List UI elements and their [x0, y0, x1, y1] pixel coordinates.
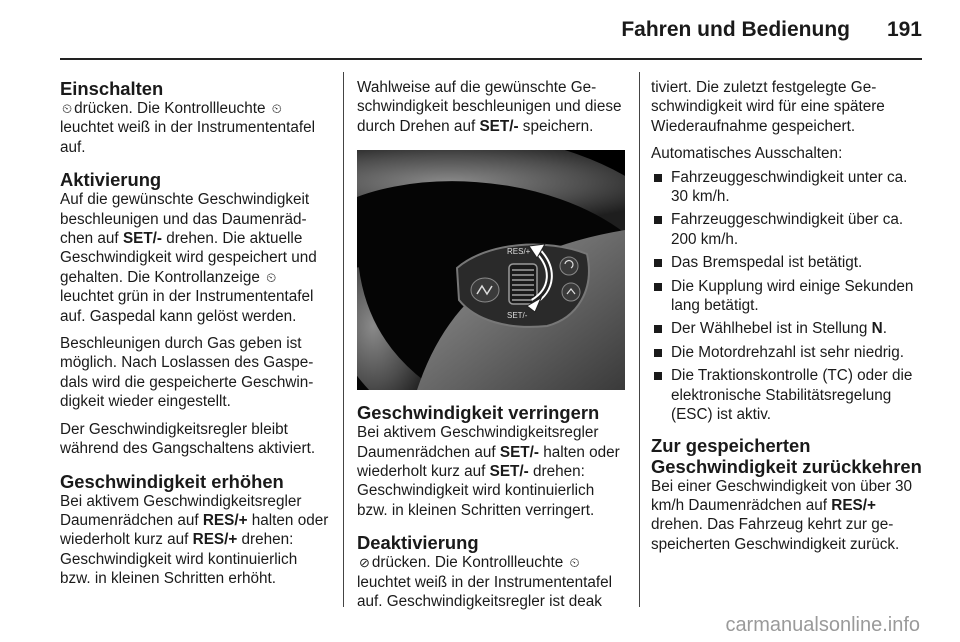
bullet-icon	[654, 325, 662, 333]
section-verringern	[357, 402, 625, 520]
header-rule	[60, 58, 922, 60]
section-zurueckkehren	[651, 435, 923, 555]
paragraph-erhoehen: Bei aktivem Geschwindigkeitsregler Daumenrädchen auf RES/+ halten oder wiederholt kurz auf RES/+ drehen: Geschwindigkeit wird kontinuierlich bzw. in kleinen Schritten erhöht.	[60, 492, 329, 588]
cruise-control-icon: ⏲	[266, 269, 277, 285]
paragraph-continued: tiviert. Die zuletzt festgelegte Geschwindigkeit wird für eine spätere Wiederaufnahme gespeichert.	[651, 79, 885, 135]
steering-wheel-illustration	[357, 150, 625, 390]
section-deaktivierung	[357, 532, 625, 611]
auto-off-list	[651, 168, 923, 425]
column-2	[357, 78, 625, 623]
column-3	[651, 78, 923, 566]
list-item: Die Traktionskontrolle (TC) oder die elektronische Stabilitätsregelung (ESC) ist aktiv.	[651, 366, 923, 424]
paragraph-aktivierung-2: Beschleunigen durch Gas geben ist möglich. Nach Loslassen des Gaspedals wird die gespeicherte Geschwindigkeit wieder eingestellt.	[60, 335, 314, 411]
column-1	[60, 78, 332, 601]
paragraph-aktivierung-3: Der Geschwindigkeitsregler bleibt während des Gangschaltens aktiviert.	[60, 420, 316, 458]
cruise-control-icon: ⏲	[62, 101, 73, 116]
label-set-minus: SET/-	[507, 311, 528, 321]
bullet-icon	[654, 174, 662, 182]
cruise-control-icon: ⏲	[271, 101, 282, 116]
paragraph-einschalten: ⏲ drücken. Die Kontrollleuchte ⏲ leuchtet weiß in der Instrumententafel auf.	[60, 100, 316, 156]
paragraph-verringern: Bei aktivem Geschwindigkeitsregler Daumenrädchen auf SET/- halten oder wiederholt kurz auf SET/- drehen: Geschwindigkeit wird kontinuierlich bzw. in kleinen Schritten verringert.	[357, 424, 620, 519]
heading-aktivierung: Aktivierung	[60, 169, 162, 191]
heading-verringern: Geschwindigkeit verringern	[357, 402, 600, 424]
heading-einschalten: Einschalten	[60, 78, 164, 99]
paragraph-zurueckkehren: Bei einer Geschwindigkeit von über 30 km/h Daumenrädchen auf RES/+ drehen. Das Fahrzeug kehrt zur gespeicherten Geschwindigkeit zurück.	[651, 477, 913, 553]
steering-wheel-figure	[357, 150, 625, 390]
list-item: Die Motordrehzahl ist sehr niedrig.	[651, 343, 923, 362]
column-divider	[343, 72, 344, 607]
watermark: carmanualsonline.info	[725, 614, 920, 636]
section-aktivierung	[60, 169, 332, 458]
heading-zurueckkehren: Zur gespeicherten Geschwindigkeit zurückkehren	[651, 434, 922, 477]
paragraph-aktivierung-1: Auf die gewünschte Geschwindigkeit beschleunigen und das Daumenrädchen auf SET/- drehen. Die aktuelle Geschwindigkeit wird gespeichert und gehalten. Die Kontrollanzeige ⏲ leuchtet grün in der Instrumententafel auf. Gaspedal kann gelöst werden.	[60, 191, 317, 325]
bullet-icon	[654, 372, 662, 380]
bullet-icon	[654, 349, 662, 357]
section-erhoehen	[60, 471, 332, 589]
auto-off-label: Automatisches Ausschalten:	[651, 145, 843, 163]
list-item: Der Wählhebel ist in Stellung N.	[651, 319, 923, 338]
list-item: Die Kupplung wird einige Sekunden lang betätigt.	[651, 277, 923, 316]
column-divider	[639, 72, 640, 607]
bullet-icon	[654, 283, 662, 291]
list-item: Fahrzeuggeschwindigkeit unter ca. 30 km/h.	[651, 168, 923, 207]
bullet-icon	[654, 259, 662, 267]
page-number: 191	[886, 18, 922, 41]
cruise-cancel-icon: ⊘	[359, 555, 370, 571]
cruise-control-icon: ⏲	[569, 555, 580, 571]
label-res-plus: RES/+	[507, 247, 531, 257]
paragraph-intro: Wahlweise auf die gewünschte Geschwindigkeit beschleunigen und diese durch Drehen auf SET/- speichern.	[357, 79, 622, 135]
list-item: Fahrzeuggeschwindigkeit über ca. 200 km/h.	[651, 210, 923, 249]
header-title: Fahren und Bedienung	[621, 18, 850, 41]
list-item: Das Bremspedal ist betätigt.	[651, 253, 923, 272]
page-header	[0, 0, 960, 60]
section-einschalten	[60, 78, 332, 157]
bullet-icon	[654, 216, 662, 224]
heading-deaktivierung: Deaktivierung	[357, 532, 479, 554]
heading-erhoehen: Geschwindigkeit erhöhen	[60, 470, 284, 492]
paragraph-deaktivierung: ⊘ drücken. Die Kontrollleuchte ⏲ leuchtet weiß in der Instrumententafel auf. Geschwindigkeitsregler ist deak	[357, 554, 613, 611]
